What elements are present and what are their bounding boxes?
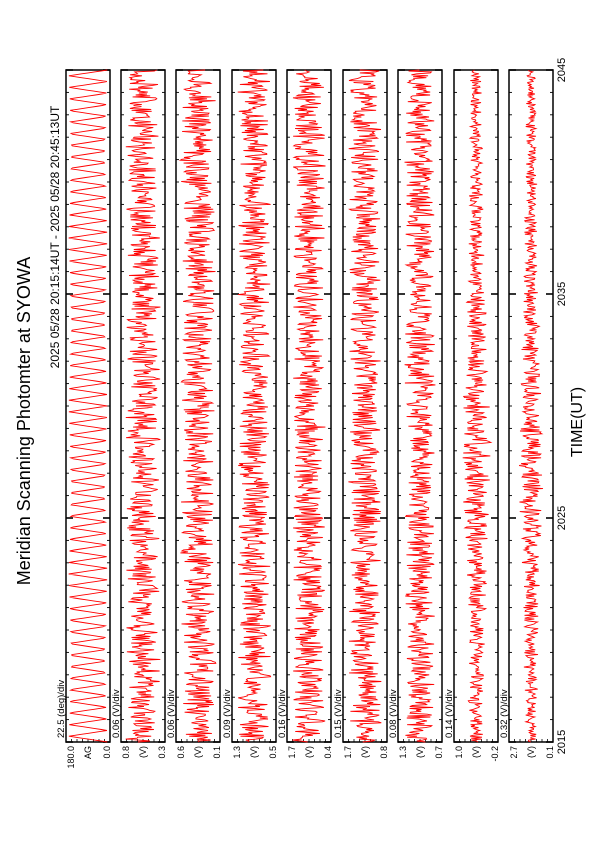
- panel-bottom-value: 0.4: [323, 746, 333, 759]
- panel-scale-label: 0.14 (V)/div: [444, 689, 455, 738]
- panel-y-label: (V): [360, 746, 370, 758]
- series-trace: [405, 70, 436, 742]
- panel-bottom-value: 0.1: [545, 746, 555, 759]
- panel-top-value: 1.7: [343, 746, 353, 759]
- panel-bottom-value: -0.2: [490, 746, 500, 762]
- series-trace: [463, 70, 491, 742]
- panel-top-value: 180.0: [66, 746, 76, 769]
- series-trace: [348, 70, 381, 742]
- panel-bottom-value: 0.0: [102, 746, 112, 759]
- series-trace: [292, 70, 325, 742]
- x-tick-label: 2025: [556, 505, 568, 531]
- panel-top-value: 0.8: [121, 746, 131, 759]
- panel-bottom-value: 0.8: [379, 746, 389, 759]
- panel-5: [277, 70, 333, 759]
- panel-7: [388, 70, 444, 759]
- panel-top-value: 1.3: [232, 746, 242, 759]
- panel-bottom-value: 0.3: [157, 746, 167, 759]
- panel-6: [333, 70, 389, 759]
- x-tick-labels: [556, 58, 568, 754]
- panel-y-label: AG: [83, 746, 93, 760]
- panel-y-label: (V): [415, 746, 425, 758]
- panel-8: [444, 70, 500, 762]
- panel-2: [111, 70, 167, 759]
- panel-scale-label: 0.15 (V)/div: [333, 689, 344, 738]
- series-trace: [519, 70, 543, 742]
- panel-top-value: 1.7: [287, 746, 297, 759]
- panel-scale-label: 0.32 (V)/div: [499, 689, 510, 738]
- panel-y-label: (V): [304, 746, 314, 758]
- panel-3: [166, 70, 222, 759]
- x-tick-label: 2015: [556, 729, 568, 755]
- chart-subtitle: 2025 05/28 20:15:14UT - 2025 05/28 20:45:13UT: [48, 105, 62, 369]
- panel-top-value: 1.0: [454, 746, 464, 759]
- x-tick-label: 2035: [556, 281, 568, 307]
- panel-y-label: (V): [471, 746, 481, 758]
- series-trace: [238, 70, 271, 742]
- panel-y-label: (V): [193, 746, 203, 758]
- series-trace: [126, 70, 161, 742]
- panel-scale-label: 0.09 (V)/div: [222, 689, 233, 738]
- panel-y-label: (V): [249, 746, 259, 758]
- panel-y-label: (V): [138, 746, 148, 758]
- panel-4: [222, 70, 278, 759]
- panel-1: [56, 70, 112, 769]
- panel-bottom-value: 0.5: [268, 746, 278, 759]
- panel-scale-label: 22.5 (deg)/div: [56, 679, 67, 738]
- panel-top-value: 2.7: [509, 746, 519, 759]
- panel-top-value: 0.6: [176, 746, 186, 759]
- x-tick-label: 2045: [556, 57, 568, 83]
- panel-bottom-value: 0.7: [434, 746, 444, 759]
- chart-title: Meridian Scanning Photomter at SYOWA: [14, 256, 34, 586]
- series-trace: [69, 70, 108, 742]
- panel-scale-label: 0.06 (V)/div: [111, 689, 122, 738]
- panel-bottom-value: 0.1: [212, 746, 222, 759]
- panel-scale-label: 0.06 (V)/div: [166, 689, 177, 738]
- panel-y-label: (V): [526, 746, 536, 758]
- series-trace: [180, 70, 216, 742]
- panel-9: [499, 70, 555, 759]
- panel-top-value: 1.3: [398, 746, 408, 759]
- panel-scale-label: 0.16 (V)/div: [277, 689, 288, 738]
- panels-group: [56, 70, 555, 769]
- x-axis-label: TIME(UT): [569, 386, 586, 458]
- panel-scale-label: 0.08 (V)/div: [388, 689, 399, 738]
- panel-frame: [66, 70, 110, 742]
